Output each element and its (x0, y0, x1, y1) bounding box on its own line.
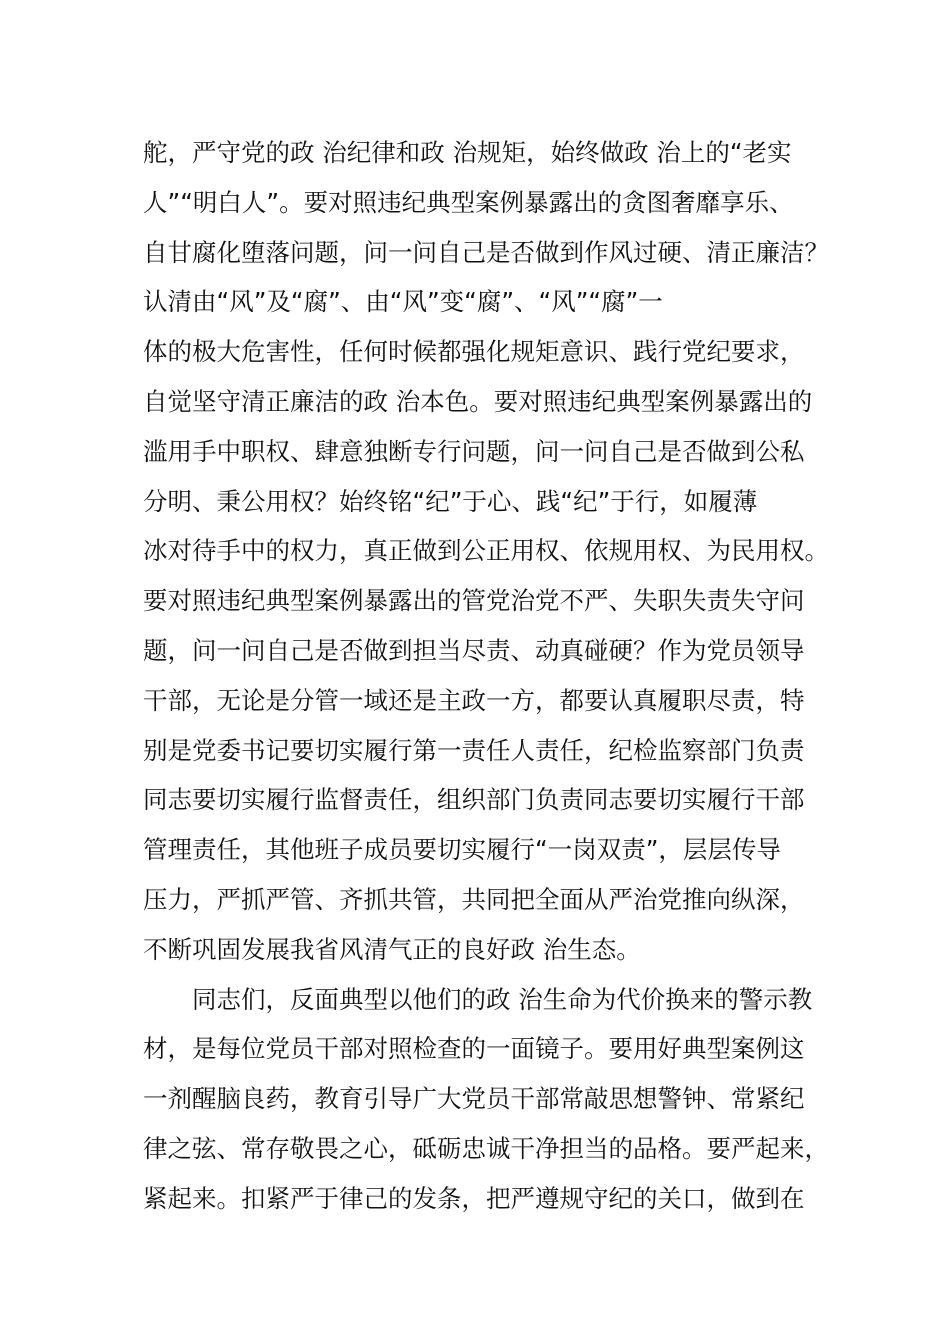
text-line: 不断巩固发展我省风清气正的良好政 治生态。 (143, 934, 641, 964)
paragraph-start-line: 同志们，反面典型以他们的政 治生命为代价换来的警示教 (143, 984, 813, 1014)
text-line: 干部，无论是分管一域还是主政一方，都要认真履职尽责，特 (143, 685, 805, 715)
text-line: 管理责任，其他班子成员要切实履行“一岗双责”，层层传导 (143, 835, 781, 865)
text-line: 分明、秉公用权？始终铭“纪”于心、践“纪”于行，如履薄 (143, 486, 758, 516)
text-line: 材，是每位党员干部对照检查的一面镜子。要用好典型案例这 (143, 1034, 805, 1064)
document-body (143, 128, 833, 1224)
text-line: 压力，严抓严管、齐抓共管，共同把全面从严治党推向纵深， (143, 884, 805, 914)
text-line: 律之弦、常存敬畏之心，砥砺忠诚干净担当的品格。要严起来， (143, 1133, 829, 1163)
text-line: 冰对待手中的权力，真正做到公正用权、依规用权、为民用权。 (143, 536, 829, 566)
text-line: 滥用手中职权、肆意独断专行问题，问一问自己是否做到公私 (143, 436, 805, 466)
text-line: 认清由“风”及“腐”、由“风”变“腐”、“风”“腐”一 (143, 287, 663, 317)
text-line: 要对照违纪典型案例暴露出的管党治党不严、失职失责失守问 (143, 586, 805, 616)
text-line: 舵，严守党的政 治纪律和政 治规矩，始终做政 治上的“老实 (143, 138, 792, 167)
text-line: 自甘腐化堕落问题，问一问自己是否做到作风过硬、清正廉洁？ (143, 237, 829, 267)
text-line: 题，问一问自己是否做到担当尽责、动真碰硬？作为党员领导 (143, 635, 805, 665)
text-line: 一剂醒脑良药，教育引导广大党员干部常敲思想警钟、常紧纪 (143, 1084, 805, 1114)
text-line: 自觉坚守清正廉洁的政 治本色。要对照违纪典型案例暴露出的 (143, 386, 813, 416)
text-line: 体的极大危害性，任何时候都强化规矩意识、践行党纪要求， (143, 337, 805, 367)
text-line: 同志要切实履行监督责任，组织部门负责同志要切实履行干部 (143, 785, 805, 815)
text-line: 人”“明白人”。要对照违纪典型案例暴露出的贪图奢靡享乐、 (143, 187, 794, 217)
text-line: 紧起来。扣紧严于律己的发条，把严遵规守纪的关口，做到在 (143, 1183, 805, 1213)
text-line: 别是党委书记要切实履行第一责任人责任，纪检监察部门负责 (143, 735, 805, 765)
